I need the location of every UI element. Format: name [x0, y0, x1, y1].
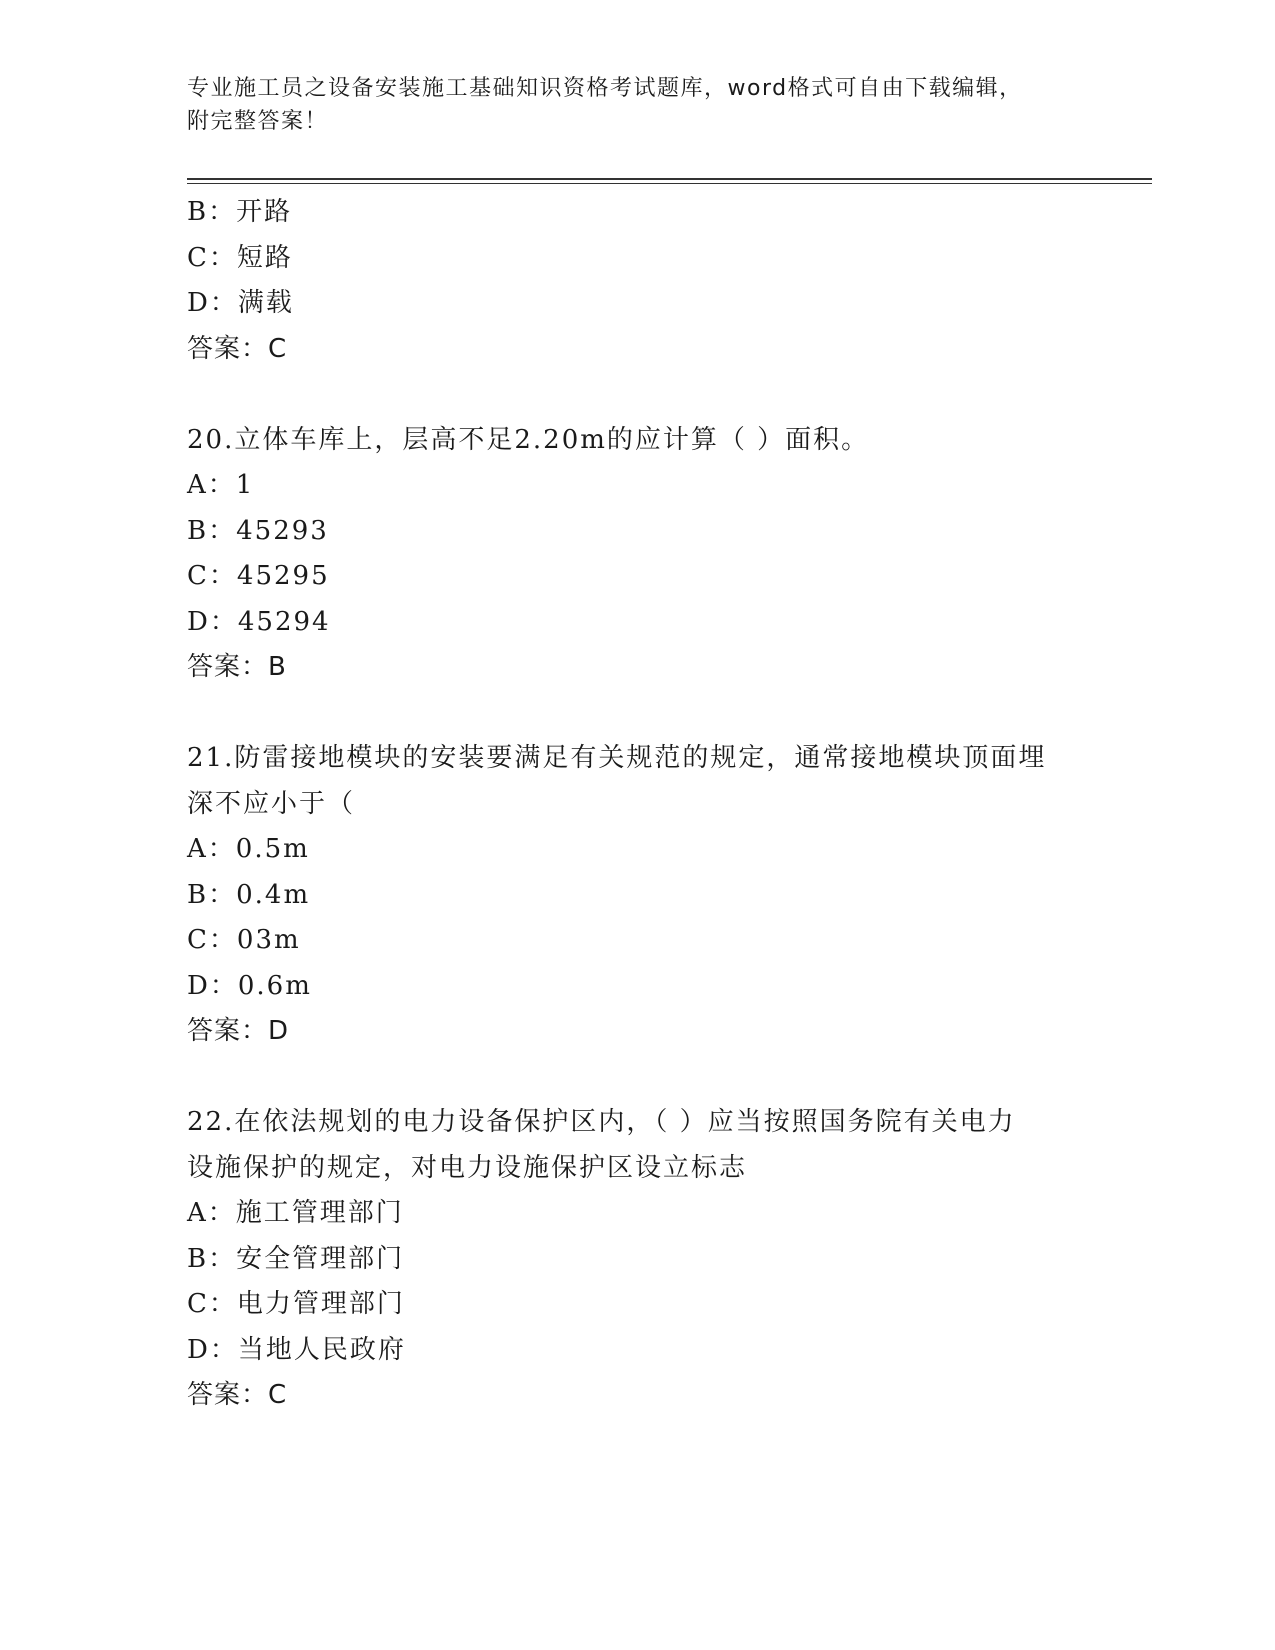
answer: 答案：B [187, 652, 287, 682]
answer: 答案：C [187, 1380, 288, 1410]
option-key: C： [187, 561, 237, 591]
option [187, 1328, 1067, 1374]
option-key: D： [187, 288, 238, 318]
option-text: 03m [236, 925, 301, 955]
document-header [187, 72, 1067, 138]
option [187, 1191, 1067, 1237]
option-text: 45294 [237, 606, 331, 637]
option-key: D： [187, 1334, 238, 1365]
question-text: 20.立体车库上，层高不足2.20m的应计算（ ）面积。 [187, 424, 870, 455]
option-text: 短路 [236, 242, 293, 273]
option-text: 1 [235, 470, 255, 500]
question-text: 设施保护的规定，对电力设施保护区设立标志 [187, 1152, 748, 1183]
option-text: 45295 [236, 561, 330, 591]
option-text: 0.4m [236, 879, 311, 910]
option-text: 0.5m [235, 834, 310, 864]
option-text: 当地人民政府 [237, 1334, 406, 1365]
option-key: B： [187, 1243, 237, 1274]
option-key: C： [187, 1289, 237, 1319]
option [187, 236, 1067, 282]
option-key: B： [187, 879, 237, 910]
option-text: 满载 [237, 288, 294, 318]
option-key: B： [187, 515, 237, 546]
question-22 [187, 1100, 1067, 1419]
option-key: A： [187, 1198, 236, 1228]
option [187, 827, 1067, 873]
answer: 答案：D [187, 1016, 290, 1046]
question-20 [187, 418, 1067, 691]
option-key: D： [187, 970, 238, 1001]
option [187, 873, 1067, 919]
question-text: 深不应小于（ [187, 788, 356, 819]
option-key: C： [187, 925, 237, 955]
option [187, 1282, 1067, 1328]
question-continued [187, 190, 1067, 372]
option-text: 施工管理部门 [235, 1198, 404, 1228]
option [187, 463, 1067, 509]
question-21 [187, 736, 1067, 1055]
option [187, 554, 1067, 600]
option-text: 45293 [236, 515, 329, 546]
question-text: 21.防雷接地模块的安装要满足有关规范的规定，通常接地模块顶面埋 [187, 743, 1047, 773]
option-key: C： [187, 242, 237, 273]
option-key: A： [187, 470, 236, 500]
option [187, 190, 1067, 236]
option-text: 0.6m [237, 970, 312, 1001]
question-text: 22.在依法规划的电力设备保护区内，（ ）应当按照国务院有关电力 [187, 1107, 1016, 1137]
option-key: B： [187, 197, 237, 227]
option-key: D： [187, 606, 238, 637]
header-divider-thick [187, 178, 1152, 180]
option [187, 600, 1067, 646]
option [187, 1237, 1067, 1283]
answer: 答案：C [187, 333, 288, 364]
option [187, 918, 1067, 964]
option [187, 964, 1067, 1010]
option [187, 281, 1067, 327]
option-text: 开路 [236, 197, 293, 227]
header-line-1: 专业施工员之设备安装施工基础知识资格考试题库，word格式可自由下载编辑， [187, 76, 1023, 101]
option-key: A： [187, 834, 236, 864]
option-text: 安全管理部门 [236, 1243, 405, 1274]
document-body [187, 190, 1067, 1419]
option-text: 电力管理部门 [236, 1289, 405, 1319]
document-page [187, 0, 1152, 1650]
header-line-2: 附完整答案！ [187, 109, 329, 134]
header-divider-thin [187, 183, 1152, 184]
option [187, 509, 1067, 555]
